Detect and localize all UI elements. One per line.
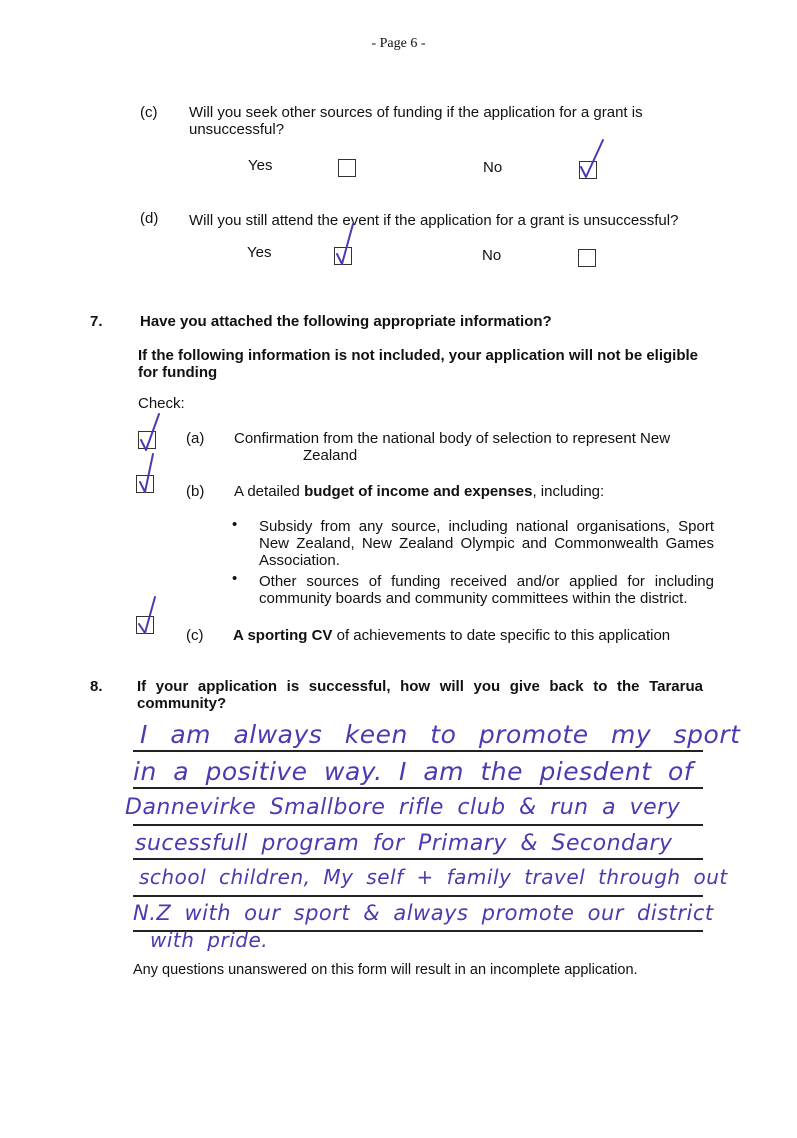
q6d-yes-label: Yes — [247, 244, 272, 261]
checkmark-icon — [133, 452, 163, 497]
q6d-no-label: No — [482, 247, 502, 264]
q7b-text — [234, 483, 604, 500]
q7-check-label: Check: — [138, 395, 185, 412]
handwritten-line: school children, My self + family travel through out — [139, 865, 728, 889]
q6d-no-checkbox[interactable] — [578, 249, 596, 267]
q6d-label: (d) — [140, 210, 159, 227]
answer-line — [133, 750, 703, 752]
q7b-text-pre: A detailed — [234, 483, 305, 500]
checkmark-icon — [135, 408, 165, 453]
q7c-label: (c) — [186, 627, 204, 644]
handwritten-line: in a positive way. I am the piesdent of — [133, 757, 694, 786]
q6c-yes-checkbox[interactable] — [338, 159, 356, 177]
handwritten-line: with pride. — [150, 928, 269, 952]
q6d-yes-checkbox[interactable] — [334, 247, 352, 265]
handwritten-line: I am always keen to promote my sport — [140, 720, 741, 749]
q7b-checkbox[interactable] — [136, 475, 154, 493]
footer-note: Any questions unanswered on this form will result in an incomplete application. — [133, 962, 638, 978]
q8-number: 8. — [90, 678, 103, 695]
bullet-dot: • — [232, 570, 238, 587]
answer-line — [133, 895, 703, 897]
q7c-text-bold: A sporting CV — [233, 627, 333, 644]
q7-bullet-2: Other sources of funding received and/or applied for including community boards and community committees within the district. — [259, 573, 714, 607]
answer-line — [133, 824, 703, 826]
q7b-text-post: , including: — [532, 483, 605, 500]
handwritten-line: N.Z with our sport & always promote our district — [133, 901, 714, 925]
q7a-label: (a) — [186, 430, 205, 447]
handwritten-line: sucessfull program for Primary & Secondary — [135, 831, 673, 856]
handwritten-line: Dannevirke Smallbore rifle club & run a very — [125, 795, 681, 820]
q6c-no-checkbox[interactable] — [579, 161, 597, 179]
q7c-text — [233, 627, 670, 644]
q7c-text-post: of achievements to date specific to this application — [332, 627, 671, 644]
q7c-checkbox[interactable] — [136, 616, 154, 634]
page-header: - Page 6 - — [371, 36, 426, 51]
checkmark-icon — [133, 593, 163, 638]
q7a-text-line2: Zealand — [303, 447, 358, 464]
checkmark-icon — [576, 138, 606, 183]
q6c-no-label: No — [483, 159, 503, 176]
q6c-question: Will you seek other sources of funding if the application for a grant is unsuccessful? — [189, 104, 643, 138]
q6c-label: (c) — [140, 104, 158, 121]
q7-warning: If the following information is not included, your application will not be eligible for funding — [138, 347, 699, 381]
q7a-text-line1: Confirmation from the national body of selection to represent New — [234, 430, 671, 447]
q7-bullet-1: Subsidy from any source, including national organisations, Sport New Zealand, New Zealand Olympic and Commonwealth Games Association. — [259, 518, 714, 569]
q6c-yes-label: Yes — [248, 157, 273, 174]
q7a-checkbox[interactable] — [138, 431, 156, 449]
answer-line — [133, 858, 703, 860]
q7-title: Have you attached the following appropriate information? — [140, 313, 552, 330]
q7b-label: (b) — [186, 483, 205, 500]
q7b-text-bold: budget of income and expenses — [304, 483, 533, 500]
bullet-dot: • — [232, 516, 238, 533]
q6d-question: Will you still attend the event if the application for a grant is unsuccessful? — [189, 212, 679, 229]
q7-number: 7. — [90, 313, 103, 330]
q8-title: If your application is successful, how will you give back to the Tararua community? — [137, 678, 703, 712]
checkmark-icon — [331, 224, 361, 269]
answer-line — [133, 787, 703, 789]
